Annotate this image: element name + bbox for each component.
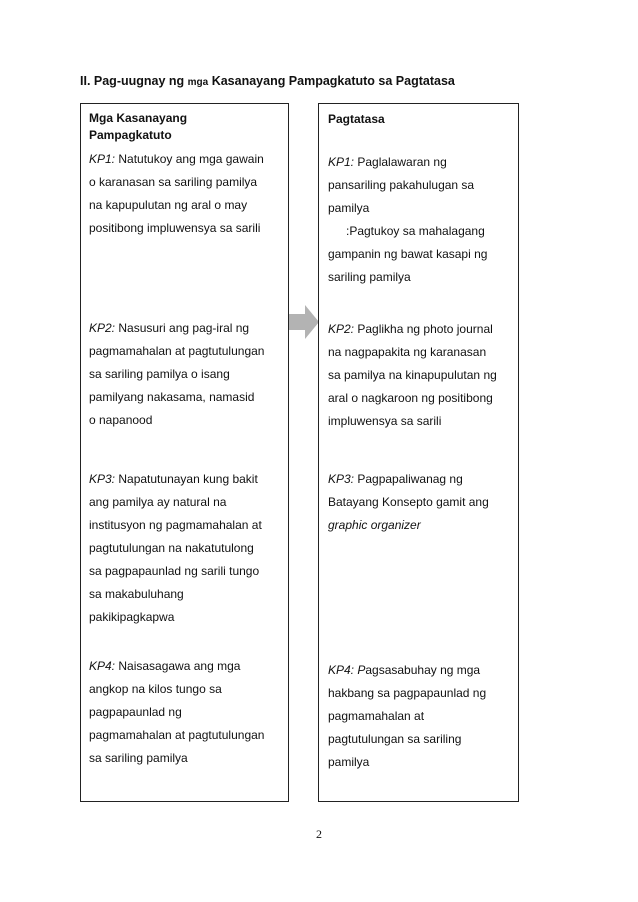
left-kp4-line-5: sa sariling pamilya xyxy=(89,751,188,765)
left-kp1 xyxy=(89,148,287,240)
left-kp4 xyxy=(89,655,287,770)
right-kp4-line-2: hakbang sa pagpapaunlad ng xyxy=(328,686,487,700)
left-kp4-line-3: pagpapaunlad ng xyxy=(89,705,182,719)
left-kp4-line-4: pagmamahalan at pagtutulungan xyxy=(89,728,265,742)
right-kp4-label: KP4: P xyxy=(328,663,366,677)
left-kp3-line-2: ang pamilya ay natural na xyxy=(89,495,227,509)
left-title-line-2: Pampagkatuto xyxy=(89,128,172,142)
right-arrow-icon xyxy=(289,305,319,339)
right-kp2-label: KP2: xyxy=(328,322,355,336)
left-title-line-1: Mga Kasanayang xyxy=(89,111,188,125)
left-kp3-line-5: sa pagpapaunlad ng sarili tungo xyxy=(89,564,260,578)
right-kp3-line-2: Batayang Konsepto gamit ang xyxy=(328,495,489,509)
right-kp1-line-5: gampanin ng bawat kasapi ng xyxy=(328,247,488,261)
right-kp1-line-2: pansariling pakahulugan sa xyxy=(328,178,475,192)
right-kp4-line-1: agsasabuhay ng mga xyxy=(365,663,481,677)
right-kp2-line-4: aral o nagkaroon ng positibong xyxy=(328,391,493,405)
page-number: 2 xyxy=(316,827,322,841)
right-kp2-line-5: impluwensya sa sarili xyxy=(328,414,442,428)
right-kp3-line-1: Pagpapaliwanag ng xyxy=(357,472,463,486)
left-kp2-label: KP2: xyxy=(89,321,116,335)
left-kp2 xyxy=(89,317,287,432)
right-kp2-line-2: na nagpapakita ng karanasan xyxy=(328,345,487,359)
heading-mga: mga xyxy=(187,77,209,88)
left-kp1-label: KP1: xyxy=(89,152,116,166)
left-kp2-line-3: sa sariling pamilya o isang xyxy=(89,367,230,381)
left-kp3 xyxy=(89,468,287,629)
left-kp1-line-2: o karanasan sa sariling pamilya xyxy=(89,175,258,189)
left-kp2-line-1: Nasusuri ang pag-iral ng xyxy=(118,321,250,335)
learning-competencies-box xyxy=(80,103,289,802)
heading-part-1: II. Pag-uugnay ng xyxy=(80,74,188,88)
left-kp3-line-3: institusyon ng pagmamahalan at xyxy=(89,518,262,532)
right-kp4-line-3: pagmamahalan at xyxy=(328,709,425,723)
right-kp2-line-1: Paglikha ng photo journal xyxy=(357,322,493,336)
heading-part-2: Kasanayang Pampagkatuto sa Pagtatasa xyxy=(208,74,455,88)
right-kp4-line-5: pamilya xyxy=(328,755,370,769)
left-kp1-line-1: Natutukoy ang mga gawain xyxy=(118,152,264,166)
right-kp4-line-4: pagtutulungan sa sariling xyxy=(328,732,462,746)
right-column-title: Pagtatasa xyxy=(328,112,385,126)
left-kp3-line-4: pagtutulungan na nakatutulong xyxy=(89,541,254,555)
left-kp4-line-2: angkop na kilos tungo sa xyxy=(89,682,222,696)
assessment-box xyxy=(318,103,519,802)
right-kp2-line-3: sa pamilya na kinapupulutan ng xyxy=(328,368,497,382)
left-kp3-line-6: sa makabuluhang xyxy=(89,587,184,601)
left-kp2-line-5: o napanood xyxy=(89,413,153,427)
left-kp3-label: KP3: xyxy=(89,472,116,486)
right-kp4 xyxy=(328,659,518,774)
left-kp1-line-4: positibong impluwensya sa sarili xyxy=(89,221,261,235)
right-kp3-label: KP3: xyxy=(328,472,355,486)
right-kp1-line-1: Paglalawaran ng xyxy=(357,155,447,169)
section-heading xyxy=(80,74,455,88)
right-arrow-shape xyxy=(289,305,319,339)
left-kp4-label: KP4: xyxy=(89,659,116,673)
right-kp2 xyxy=(328,318,518,433)
left-kp2-line-4: pamilyang nakasama, namasid xyxy=(89,390,255,404)
left-kp1-line-3: na kapupulutan ng aral o may xyxy=(89,198,248,212)
right-kp1-line-4: :Pagtukoy sa mahalagang xyxy=(346,224,485,238)
left-kp2-line-2: pagmamahalan at pagtutulungan xyxy=(89,344,265,358)
left-kp4-line-1: Naisasagawa ang mga xyxy=(118,659,241,673)
right-kp1-label: KP1: xyxy=(328,155,355,169)
right-kp1 xyxy=(328,151,518,289)
left-column-title xyxy=(89,110,187,144)
right-kp1-line-6: sariling pamilya xyxy=(328,270,411,284)
left-kp3-line-1: Napatutunayan kung bakit xyxy=(118,472,258,486)
right-kp3 xyxy=(328,468,518,537)
right-kp3-line-3: graphic organizer xyxy=(328,518,421,532)
right-kp1-line-3: pamilya xyxy=(328,201,370,215)
left-kp3-line-7: pakikipagkapwa xyxy=(89,610,175,624)
